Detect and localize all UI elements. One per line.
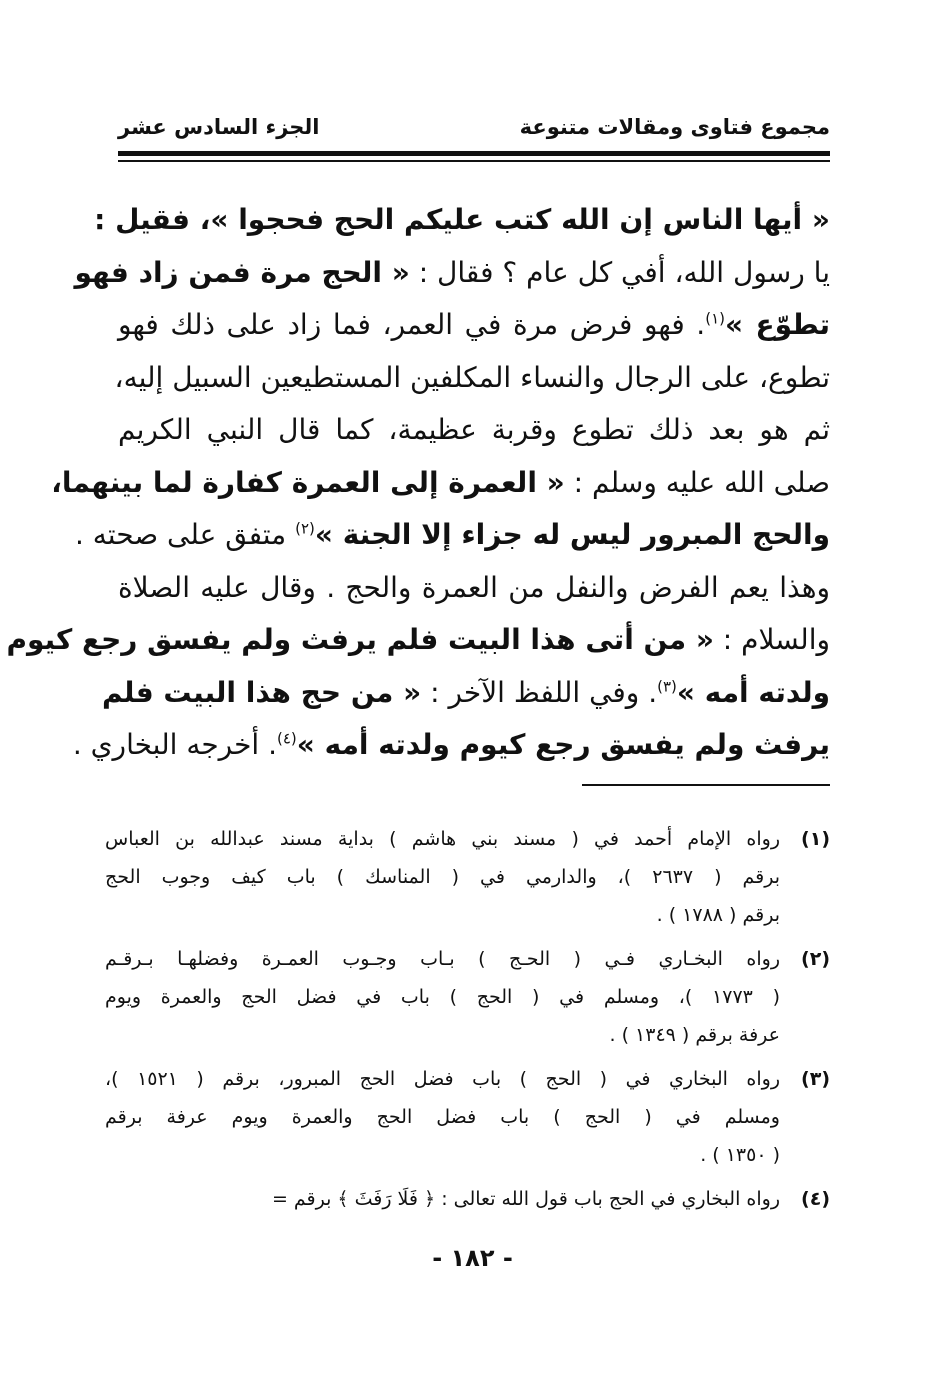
hadith-quote: تطوّع » bbox=[725, 308, 831, 341]
footnote-ref[interactable]: (٤) bbox=[277, 729, 297, 748]
text-line bbox=[114, 352, 830, 405]
header-rule-thin bbox=[118, 160, 830, 162]
header-rule-thick bbox=[118, 151, 830, 156]
text-line bbox=[101, 667, 830, 720]
hadith-quote: « أيها الناس إن الله كتب عليكم الحج فحجوا »، فقيل : bbox=[94, 203, 830, 236]
hadith-quote: « من حج هذا البيت فلم bbox=[101, 675, 422, 709]
footnote-line: ( ١٧٧٣ )، ومسلم في ( الحج ) باب في فضل الحج والعمرة ويوم bbox=[105, 986, 781, 1008]
plain-text: . وفي اللفظ الآخر : bbox=[421, 675, 658, 709]
text-line bbox=[94, 194, 830, 247]
text-line bbox=[74, 247, 830, 300]
footnote-line: ومسلم في ( الحج ) باب فضل الحج والعمرة ويوم عرفة برقم bbox=[105, 1106, 780, 1128]
hadith-quote: « العمرة إلى العمرة كفارة لما بينهما، bbox=[51, 465, 565, 499]
footnote-line: برقم ( ٢٦٣٧ )، والدارمي في ( المناسك ) باب كيف وجوب الحج bbox=[105, 866, 780, 888]
footnote bbox=[105, 1060, 830, 1174]
text-line bbox=[118, 562, 830, 615]
footnote-number: (٤) bbox=[801, 1188, 830, 1210]
footnote-line: برقم ( ١٧٨٨ ) . bbox=[656, 904, 780, 926]
footnote-separator bbox=[582, 784, 830, 786]
main-text bbox=[6, 194, 831, 772]
plain-text: ثم هو بعد ذلك تطوع وقربة عظيمة، كما قال النبي الكريم bbox=[118, 413, 830, 446]
plain-text: صلى الله عليه وسلم : bbox=[564, 465, 830, 499]
footnote-line: عرفة برقم ( ١٣٤٩ ) . bbox=[609, 1024, 780, 1046]
text-line bbox=[74, 509, 830, 562]
volume-label: الجزء السادس عشر bbox=[118, 115, 320, 139]
footnote-number: (٣) bbox=[801, 1068, 830, 1090]
footnote-ref[interactable]: (٣) bbox=[657, 677, 677, 696]
footnote-ref[interactable]: (٢) bbox=[295, 519, 315, 538]
footnote bbox=[105, 940, 830, 1054]
footnote-line: ( ١٣٥٠ ) . bbox=[700, 1144, 780, 1166]
book-title: مجموع فتاوى ومقالات متنوعة bbox=[519, 115, 830, 139]
footnote-line: رواه الإمام أحمد في ( مسند بني هاشم ) بداية مسند عبدالله بن العباس bbox=[105, 828, 780, 850]
footnote bbox=[105, 1180, 830, 1218]
plain-text: . أخرجه البخاري . bbox=[72, 728, 277, 761]
footnote-ref[interactable]: (١) bbox=[705, 309, 725, 328]
hadith-quote: والحج المبرور ليس له جزاء إلا الجنة » bbox=[314, 518, 830, 551]
plain-text: . فهو فرض مرة في العمر، فما زاد على ذلك فهو bbox=[118, 308, 706, 341]
footnotes bbox=[105, 820, 830, 1224]
plain-text: والسلام : bbox=[713, 623, 830, 656]
plain-text: وهذا يعم الفرض والنفل من العمرة والحج . وقال عليه الصلاة bbox=[118, 570, 830, 604]
plain-text: متفق على صحته . bbox=[74, 518, 296, 551]
hadith-quote: « من أتى هذا البيت فلم يرفث ولم يفسق رجع كيوم bbox=[6, 623, 714, 656]
plain-text: يا رسول الله، أفي كل عام ؟ فقال : bbox=[409, 255, 830, 289]
hadith-quote: « الحج مرة فمن زاد فهو bbox=[74, 255, 410, 289]
footnote-number: (٢) bbox=[801, 948, 830, 970]
plain-text: تطوع، على الرجال والنساء المكلفين المستطيعين السبيل إليه، bbox=[114, 360, 830, 394]
text-line bbox=[72, 719, 830, 772]
running-header bbox=[118, 110, 830, 150]
footnote-number: (١) bbox=[801, 828, 830, 850]
footnote-line: رواه البخاري في ( الحج ) باب فضل الحج المبرور، برقم ( ١٥٢١ )، bbox=[105, 1068, 780, 1090]
hadith-quote: يرفث ولم يفسق رجع كيوم ولدته أمه » bbox=[296, 728, 830, 761]
footnote-line: رواه البخـاري فـي ( الحـج ) بـاب وجـوب العمـرة وفضلهـا بـرقـم bbox=[105, 948, 780, 970]
page-number: - ١٨٢ - bbox=[432, 1244, 513, 1272]
footnote-line: رواه البخاري في الحج باب قول الله تعالى : ﴿ فَلَا رَفَثَ ﴾ برقم = bbox=[271, 1188, 780, 1210]
hadith-quote: ولدته أمه » bbox=[676, 675, 830, 709]
text-line bbox=[51, 457, 830, 510]
footnote bbox=[105, 820, 830, 934]
text-line bbox=[118, 404, 830, 457]
text-line bbox=[6, 614, 830, 667]
text-line bbox=[118, 299, 830, 352]
